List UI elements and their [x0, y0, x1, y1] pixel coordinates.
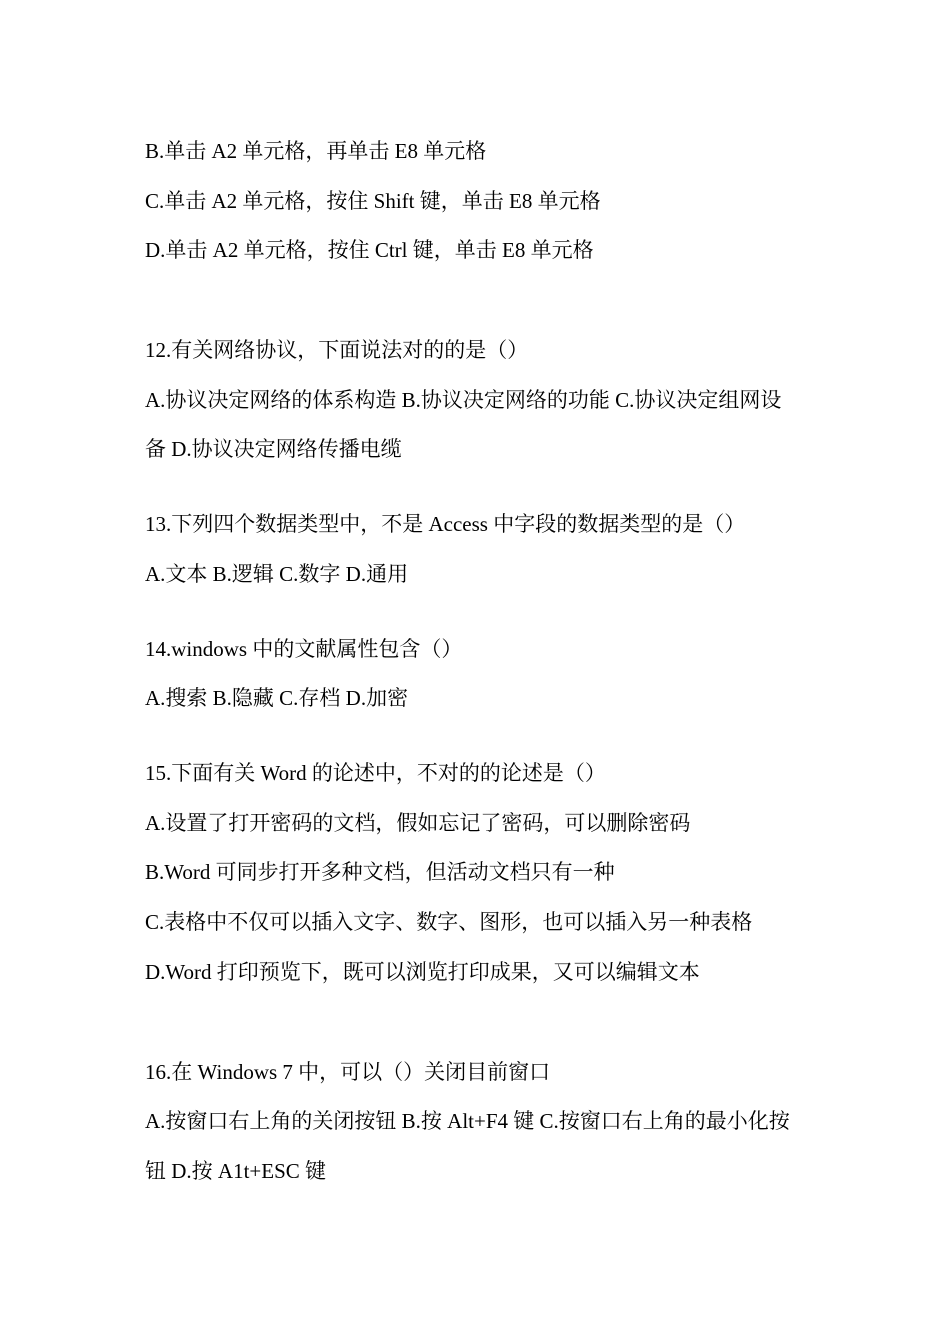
q15-option-b: B.Word 可同步打开多种文档，但活动文档只有一种 [145, 860, 615, 884]
q12-options-line-1: A.协议决定网络的体系构造 B.协议决定网络的功能 C.协议决定组网设 [145, 388, 782, 412]
q13-options: A.文本 B.逻辑 C.数字 D.通用 [145, 562, 409, 586]
q13-question: 13.下列四个数据类型中，不是 Access 中字段的数据类型的是（） [145, 512, 746, 536]
q14-options: A.搜索 B.隐藏 C.存档 D.加密 [145, 686, 409, 710]
q12-question: 12.有关网络协议，下面说法对的的是（） [145, 338, 529, 362]
q11-option-c: C.单击 A2 单元格，按住 Shift 键，单击 E8 单元格 [145, 189, 601, 213]
q16-options-line-2: 钮 D.按 A1t+ESC 键 [145, 1159, 327, 1183]
q16-question: 16.在 Windows 7 中，可以（）关闭目前窗口 [145, 1060, 551, 1084]
q15-question: 15.下面有关 Word 的论述中，不对的的论述是（） [145, 761, 606, 785]
q15-option-d: D.Word 打印预览下，既可以浏览打印成果，又可以编辑文本 [145, 960, 700, 984]
q11-option-b: B.单击 A2 单元格，再单击 E8 单元格 [145, 139, 487, 163]
q15-option-a: A.设置了打开密码的文档，假如忘记了密码，可以删除密码 [145, 811, 691, 835]
q11-option-d: D.单击 A2 单元格，按住 Ctrl 键，单击 E8 单元格 [145, 238, 594, 262]
q14-question: 14.windows 中的文献属性包含（） [145, 637, 463, 661]
q15-option-c: C.表格中不仅可以插入文字、数字、图形，也可以插入另一种表格 [145, 910, 753, 934]
q12-options-line-2: 备 D.协议决定网络传播电缆 [145, 437, 402, 461]
q16-options-line-1: A.按窗口右上角的关闭按钮 B.按 Alt+F4 键 C.按窗口右上角的最小化按 [145, 1109, 790, 1133]
